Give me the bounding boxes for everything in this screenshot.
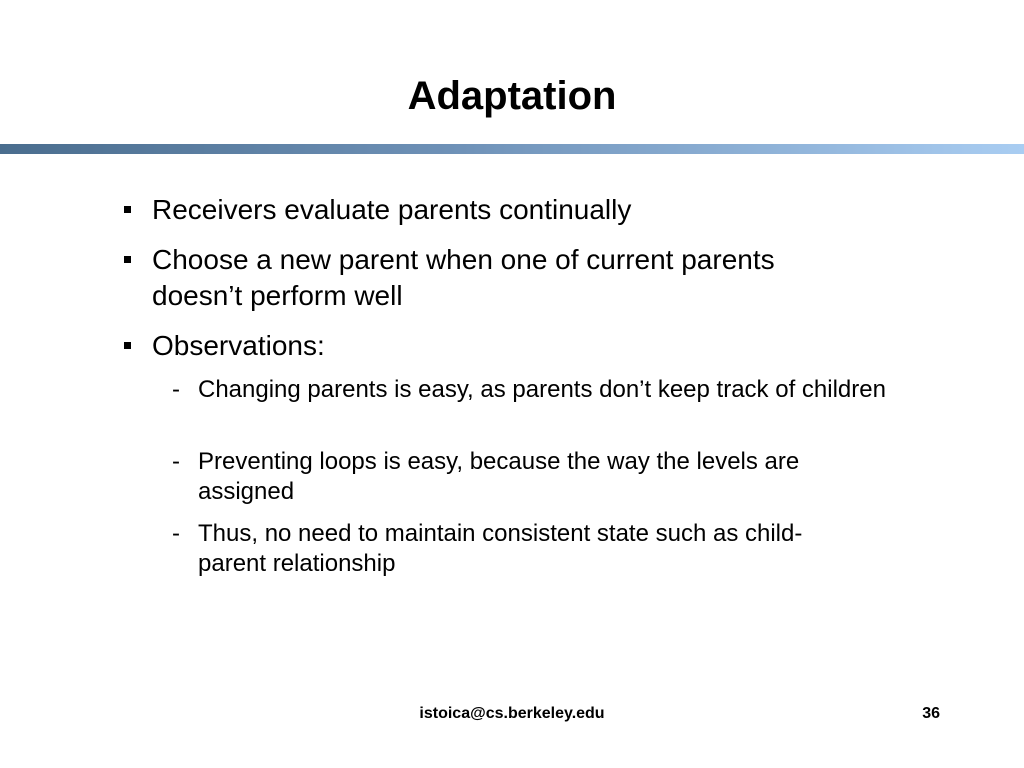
sub-bullet-text: Preventing loops is easy, because the way the levels are assigned (198, 448, 800, 505)
square-bullet-icon (124, 342, 131, 349)
sub-bullet-item (172, 375, 888, 405)
square-bullet-icon (124, 256, 131, 263)
dash-bullet-icon: - (172, 448, 180, 475)
square-bullet-icon (124, 206, 131, 213)
page-number: 36 (922, 705, 940, 722)
bullet-text: Receivers evaluate parents continually (152, 194, 632, 225)
sub-bullet-text: Thus, no need to maintain consistent state such as child-parent relationship (198, 520, 803, 577)
slide-title: Adaptation (407, 74, 617, 118)
dash-bullet-icon: - (172, 520, 180, 547)
bullet-item (152, 192, 852, 228)
title-divider (0, 144, 1024, 154)
sub-bullet-item (172, 519, 848, 579)
bullet-text: Observations: (152, 330, 325, 361)
sub-bullet-text: Changing parents is easy, as parents don’t keep track of children (198, 376, 886, 403)
dash-bullet-icon: - (172, 376, 180, 403)
sub-bullet-item (172, 447, 878, 507)
footer-email: istoica@cs.berkeley.edu (419, 705, 605, 722)
bullet-text: Choose a new parent when one of current parents doesn’t perform well (152, 244, 775, 311)
bullet-item (152, 242, 812, 314)
bullet-item (152, 328, 852, 364)
